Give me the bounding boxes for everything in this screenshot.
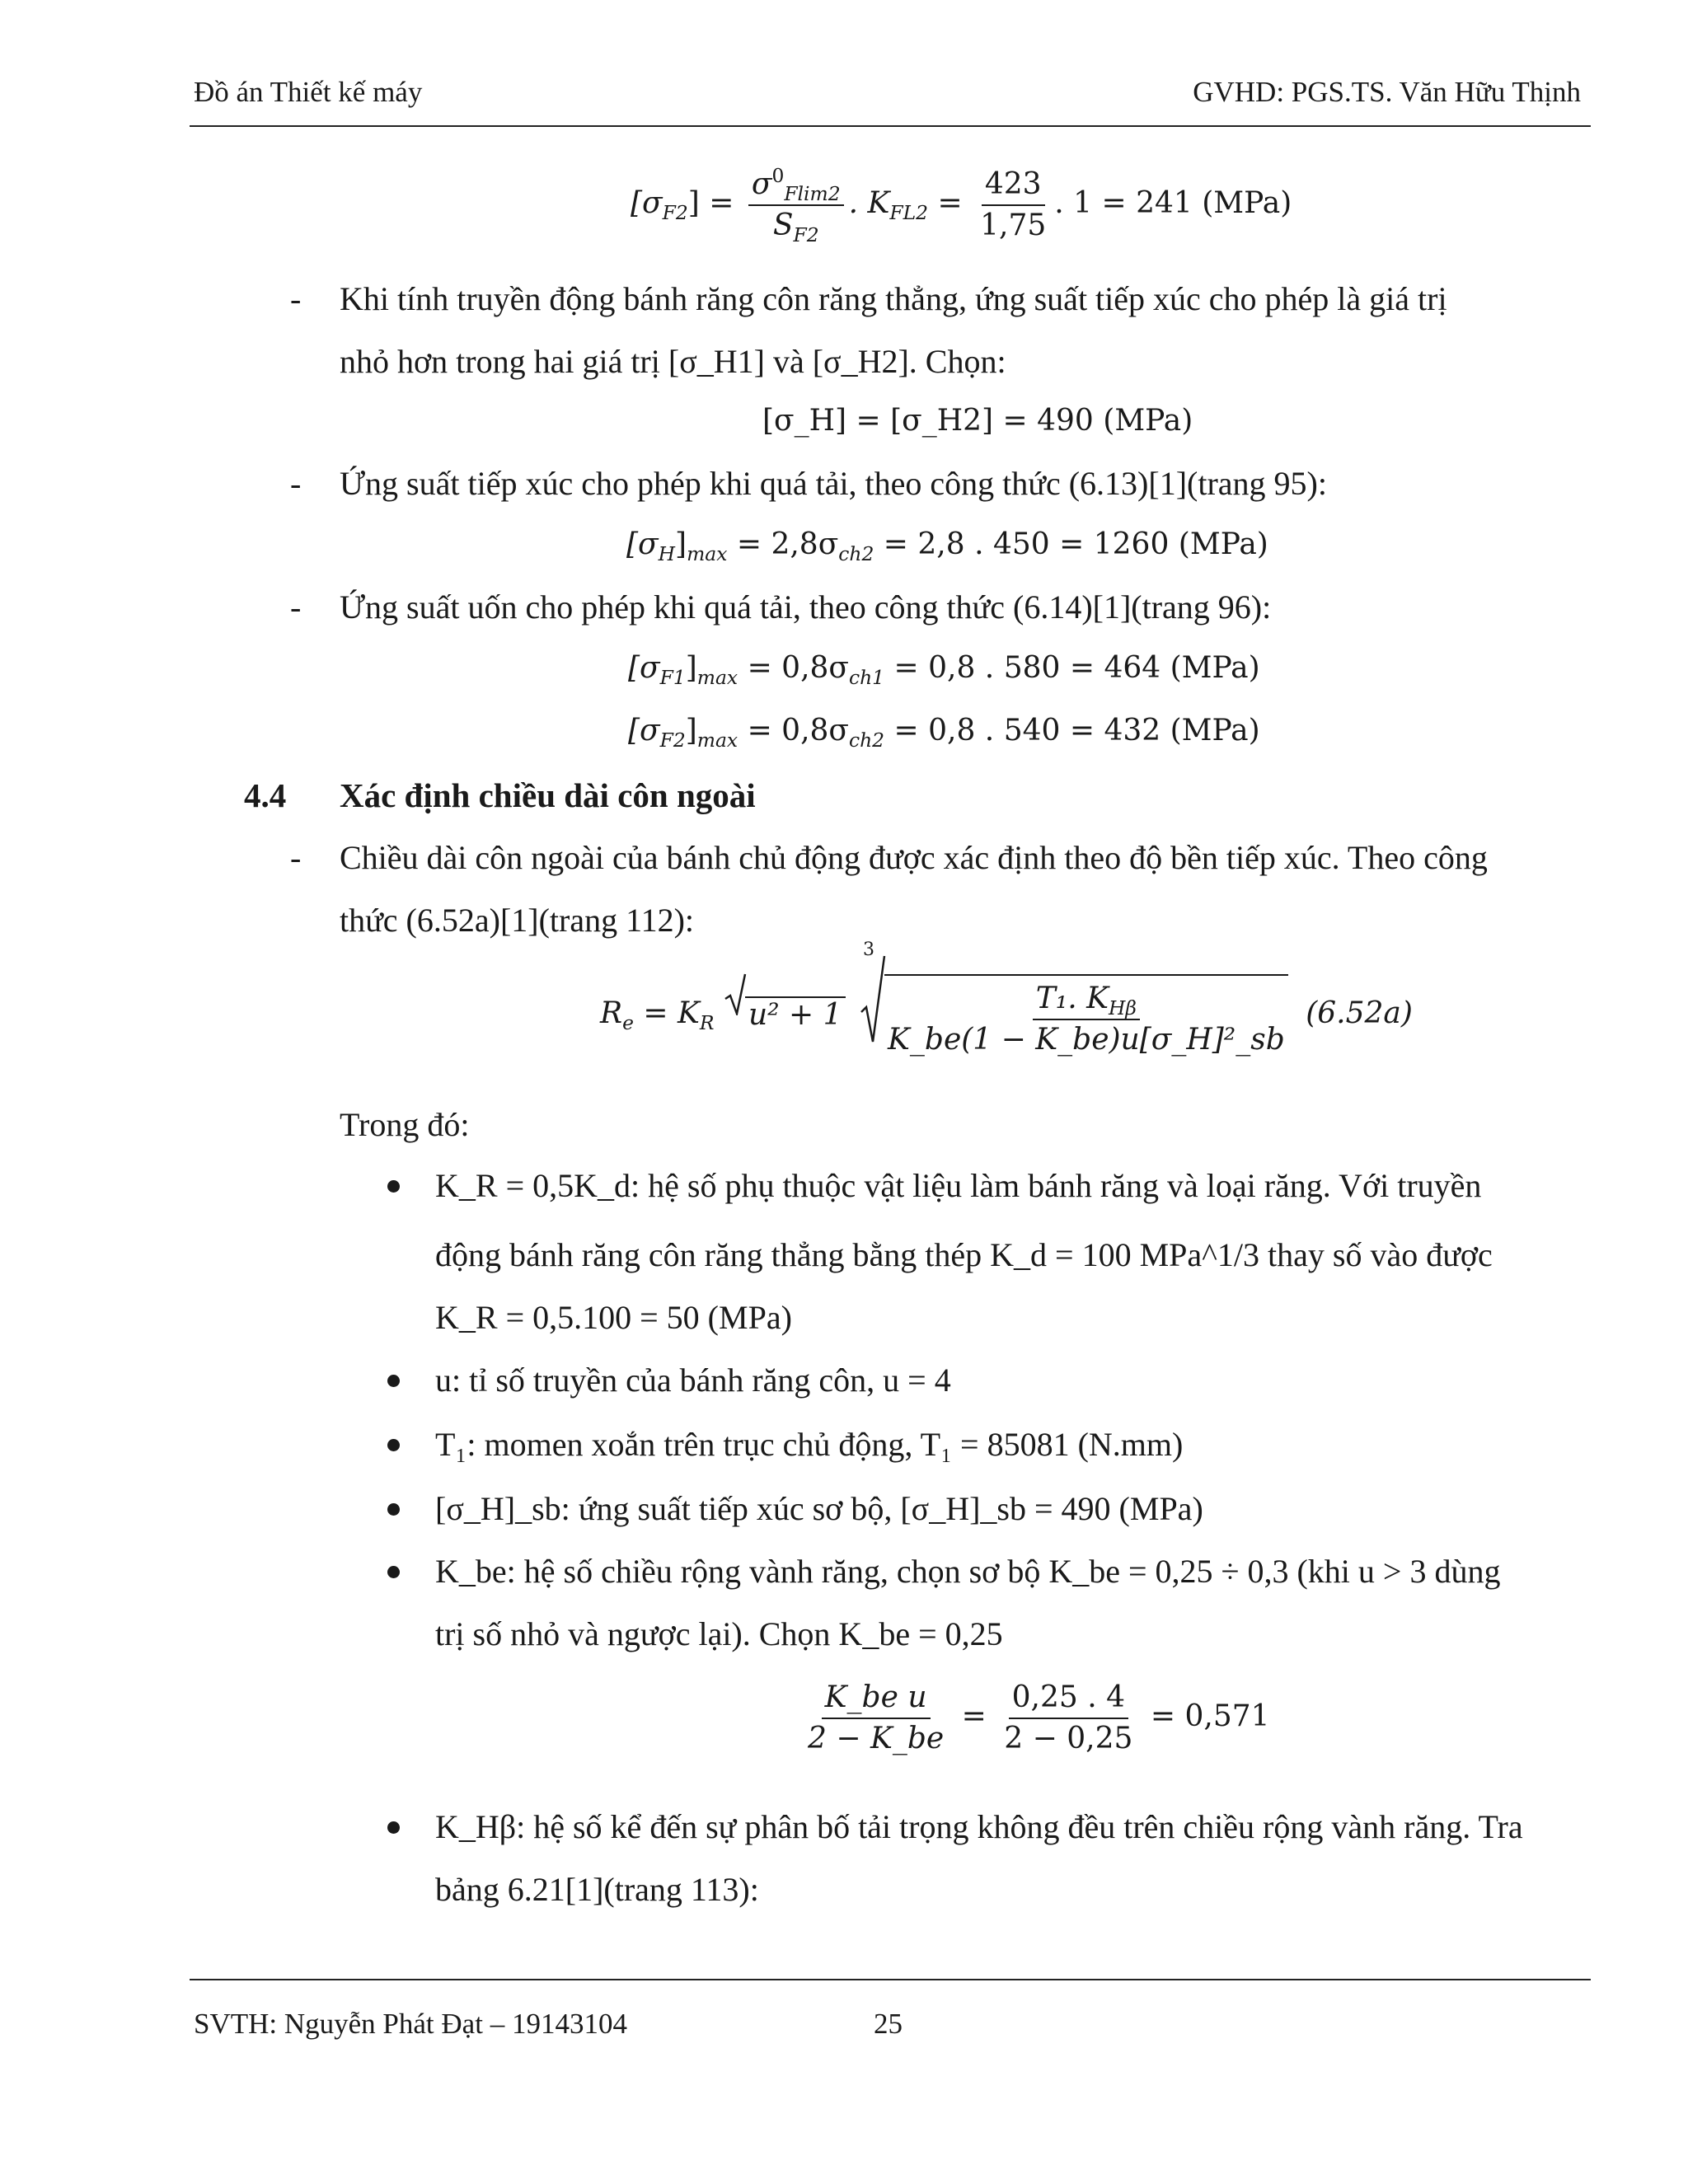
bullet-line: động bánh răng côn răng thẳng bằng thép K_d = 100 MPa^1/3 thay số vào được	[435, 1236, 1493, 1273]
section-title: Xác định chiều dài côn ngoài	[340, 776, 756, 814]
footer-rule	[190, 1979, 1591, 1980]
square-root: u² + 1	[724, 966, 846, 1065]
header-supervisor: GVHD: PGS.TS. Văn Hữu Thịnh	[1193, 76, 1581, 108]
dash-marker: -	[290, 839, 302, 876]
equation-sigma-h: [σ_H] = [σ_H2] = 490 (MPa)	[762, 404, 1193, 438]
bullet-marker	[387, 1821, 400, 1834]
radical-sign	[860, 954, 886, 1043]
header-rule	[190, 125, 1591, 127]
bullet-line: K_R = 0,5K_d: hệ số phụ thuộc vật liệu làm bánh răng và loại răng. Với truyền	[435, 1167, 1482, 1204]
paragraph-line: Trong đó:	[340, 1106, 470, 1143]
bullet-line: K_be: hệ số chiều rộng vành răng, chọn sơ bộ K_be = 0,25 ÷ 0,3 (khi u > 3 dùng	[435, 1553, 1501, 1590]
bullet-line: K_Hβ: hệ số kể đến sự phân bố tải trọng không đều trên chiều rộng vành răng. Tra	[435, 1808, 1523, 1845]
page-footer	[190, 2008, 1591, 2049]
header-course-title: Đồ án Thiết kế máy	[194, 76, 423, 108]
dash-marker: -	[290, 588, 302, 626]
radical-sign	[724, 972, 747, 1015]
bullet-marker	[387, 1439, 400, 1451]
bullet-marker	[387, 1503, 400, 1516]
bullet-line: [σ_H]_sb: ứng suất tiếp xúc sơ bộ, [σ_H]_sb = 490 (MPa)	[435, 1490, 1203, 1527]
fraction-sigma-flim2: $\frac{\sigma^0_{Flim2}}{S_{F2}}$	[748, 165, 844, 246]
bullet-marker	[387, 1566, 400, 1578]
page-header	[190, 76, 1591, 117]
paragraph-line: Chiều dài côn ngoài của bánh chủ động được xác định theo độ bền tiếp xúc. Theo công	[340, 839, 1488, 876]
paragraph-line: nhỏ hơn trong hai giá trị [σ_H1] và [σ_H2]. Chọn:	[340, 343, 1006, 380]
bullet-line: trị số nhỏ và ngược lại). Chọn K_be = 0,25	[435, 1615, 1003, 1652]
bullet-marker	[387, 1375, 400, 1387]
footer-student: SVTH: Nguyễn Phát Đạt – 19143104	[194, 2008, 627, 2040]
bullet-marker	[387, 1180, 400, 1193]
section-heading	[244, 775, 756, 816]
bullet-line: u: tỉ số truyền của bánh răng côn, u = 4	[435, 1361, 951, 1399]
bullet-line: bảng 6.21[1](trang 113):	[435, 1871, 759, 1908]
equation-re: $R_e = K_R$ u² + 1 3 $\frac{T_1. K_{H\beta}}{\text{K\_be(1 − K\_be)u[σ\_H]²\_sb}}$ (6.52a)	[600, 964, 1413, 1063]
paragraph-line: Ứng suất uốn cho phép khi quá tải, theo công thức (6.14)[1](trang 96):	[340, 588, 1272, 626]
fraction-025-4: $\frac{0,25 . 4}{2 - 0,25}$	[1001, 1678, 1136, 1759]
equation-sigma-h-max: $[\sigma_H]_{max} = 2,8\sigma_{ch2} = 2,8$ . 450 = 1260 (MPa)	[626, 527, 1268, 566]
equation-sigma-f2-max: $[\sigma_{F2}]_{max} = 0,8\sigma_{ch2} = 0,8$ . 540 = 432 (MPa)	[628, 714, 1260, 752]
dash-marker: -	[290, 280, 302, 317]
paragraph-line: Ứng suất tiếp xúc cho phép khi quá tải, theo công thức (6.13)[1](trang 95):	[340, 465, 1327, 502]
dash-marker: -	[290, 465, 302, 502]
fraction-kbe-u: $\frac{\text{K\_be u}}{2 - K\_be}$	[804, 1678, 947, 1759]
fraction-re: $\frac{T_1. K_{H\beta}}{\text{K\_be(1 − K\_be)u[σ\_H]²\_sb}}$	[884, 974, 1288, 1060]
equation-kbe-ratio: $\frac{\text{K\_be u}}{2 - K\_be}$ = $\frac{0,25 . 4}{2 - 0,25}$ = 0,571	[799, 1678, 1270, 1759]
cube-root: 3 $\frac{T_1. K_{H\beta}}{\text{K\_be(1 − K\_be)u[σ\_H]²\_sb}}$	[860, 966, 1288, 1065]
bullet-line: T₁: momen xoắn trên trục chủ động, T₁ = 85081 (N.mm)	[435, 1426, 1184, 1463]
section-number: 4.4	[244, 776, 287, 814]
equation-sigma-f1-max: $[\sigma_{F1}]_{max} = 0,8\sigma_{ch1} = 0,8$ . 580 = 464 (MPa)	[628, 651, 1260, 690]
fraction-423-175: $\frac{423}{1,75}$	[977, 165, 1049, 246]
equation-sigma-f2: $[\sigma_{F2}]$ = $\frac{\sigma^0_{Flim2}}{S_{F2}}$ . $K_{FL2}$ = $\frac{423}{1,75}$ . 1 = 241 (MPa)	[631, 163, 1292, 247]
paragraph-line: Khi tính truyền động bánh răng côn răng thẳng, ứng suất tiếp xúc cho phép là giá trị	[340, 280, 1447, 317]
paragraph-line: thức (6.52a)[1](trang 112):	[340, 902, 695, 939]
bullet-line: K_R = 0,5.100 = 50 (MPa)	[435, 1299, 792, 1336]
page-number: 25	[874, 2008, 903, 2040]
